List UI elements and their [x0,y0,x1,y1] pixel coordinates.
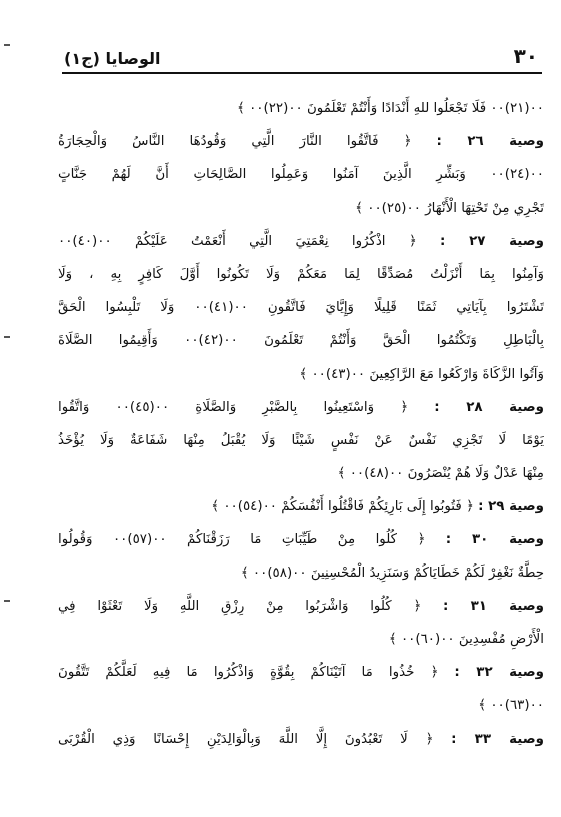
body-text [58,92,544,756]
wasiya-label: وصية ٢٨ : [434,399,544,415]
scan-mark [4,600,10,602]
running-title: الوصايا (ج١) [64,49,161,68]
verse-text: يَوْمًا لَا تَجْزِي نَفْسٌ عَنْ نَفْسٍ شَيْئًا وَلَا يُقْبَلُ مِنْهَا شَفَاعَةٌ وَلَا يُؤْخَذُ [58,432,544,448]
wasiya-label: وصية ٣٠ : [445,532,544,548]
text-line [58,391,544,424]
wasiya-label: وصية ٢٧ : [439,233,544,249]
page-header [62,36,542,74]
verse-text: ٠٠(٦٣)٠٠ ﴾ [478,698,544,714]
scan-mark [4,336,10,338]
text-line [58,324,544,357]
wasiya-label: وصية ٢٩ : [478,499,544,515]
text-line [58,291,544,324]
verse-text: حِطَّةٌ نَغْفِرْ لَكُمْ خَطَايَاكُمْ وَسَنَزِيدُ الْمُحْسِنِينَ ٠٠(٥٨)٠٠ ﴾ [240,565,544,581]
text-line [58,557,544,590]
page-number: ٣٠ [513,44,538,68]
verse-text: ﴿ كُلُوا مِنْ طَيِّبَاتِ مَا رَزَقْنَاكُمْ ٠٠(٥٧)٠٠ وَقُولُوا [58,532,446,548]
text-line [58,656,544,689]
wasiya-label: وصية ٣١ : [443,598,544,614]
text-line [58,125,544,158]
text-line [58,258,544,291]
scan-mark [4,44,10,46]
wasiya-label: وصية ٣٣ : [451,731,544,747]
text-line [58,623,544,656]
text-line [58,424,544,457]
text-line [58,723,544,756]
wasiya-label: وصية ٣٢ : [454,665,544,681]
text-line [58,523,544,556]
text-line [58,490,544,523]
wasiya-label: وصية ٢٦ : [436,134,544,150]
verse-text: تَجْرِي مِنْ تَحْتِهَا الْأَنْهَارُ ٠٠(٢٥)٠٠ ﴾ [355,200,544,216]
verse-text: ﴿ لَا تَعْبُدُونَ إِلَّا اللَّهَ وَبِالْوَالِدَيْنِ إِحْسَانًا وَذِي الْقُرْبَى [58,731,452,747]
verse-text: تَشْتَرُوا بِآيَاتِي ثَمَنًا قَلِيلًا وَإِيَّايَ فَاتَّقُونِ ٠٠(٤١)٠٠ وَلَا تَلْبِسُوا الْحَقَّ [58,300,544,316]
text-line [58,590,544,623]
verse-text: ﴿ اذْكُرُوا نِعْمَتِيَ الَّتِي أَنْعَمْتُ عَلَيْكُمْ ٠٠(٤٠)٠٠ [58,233,440,249]
verse-text: ٠٠(٢٤)٠٠ وَبَشِّرِ الَّذِينَ آمَنُوا وَعَمِلُوا الصَّالِحَاتِ أَنَّ لَهُمْ جَنَّاتٍ [58,167,544,183]
verse-text: مِنْهَا عَدْلٌ وَلَا هُمْ يُنْصَرُونَ ٠٠(٤٨)٠٠ ﴾ [337,466,544,482]
verse-text: ﴿ خُذُوا مَا آتَيْنَاكُمْ بِقُوَّةٍ وَاذْكُرُوا مَا فِيهِ لَعَلَّكُمْ تَتَّقُونَ [58,665,455,681]
verse-text: ﴿ كُلُوا وَاشْرَبُوا مِنْ رِزْقِ اللَّهِ وَلَا تَعْثَوْا فِي [58,598,444,614]
verse-text: ﴿ فَتُوبُوا إِلَى بَارِئِكُمْ فَاقْتُلُوا أَنْفُسَكُمْ ٠٠(٥٤)٠٠ ﴾ [211,499,479,515]
text-line [58,192,544,225]
text-line [58,225,544,258]
verse-text: بِالْبَاطِلِ وَتَكْتُمُوا الْحَقَّ وَأَنْتُمْ تَعْلَمُونَ ٠٠(٤٢)٠٠ وَأَقِيمُوا الصَّلَاةَ [58,333,544,349]
verse-text: وَآتُوا الزَّكَاةَ وَارْكَعُوا مَعَ الرَّاكِعِينَ ٠٠(٤٣)٠٠ ﴾ [299,366,544,382]
text-line [58,92,544,125]
verse-text: ﴿ وَاسْتَعِينُوا بِالصَّبْرِ وَالصَّلَاةِ ٠٠(٤٥)٠٠ وَاتَّقُوا [58,399,435,415]
text-line [58,457,544,490]
verse-text: ﴿ فَاتَّقُوا النَّارَ الَّتِي وَقُودُهَا النَّاسُ وَالْحِجَارَةُ [58,134,437,150]
text-line [58,158,544,191]
text-line [58,358,544,391]
verse-text: ٠٠(٢١)٠٠ فَلَا تَجْعَلُوا للهِ أَنْدَادًا وَأَنْتُمْ تَعْلَمُونَ ٠٠(٢٢)٠٠ ﴾ [236,101,544,116]
verse-text: وَآمِنُوا بِمَا أَنْزَلْتُ مُصَدِّقًا لِمَا مَعَكُمْ وَلَا تَكُونُوا أَوَّلَ كَافِرٍ بِهِ ، وَلَا [58,266,544,282]
verse-text: الْأَرْضِ مُفْسِدِينَ ٠٠(٦٠)٠٠ ﴾ [388,632,544,647]
text-line [58,689,544,722]
